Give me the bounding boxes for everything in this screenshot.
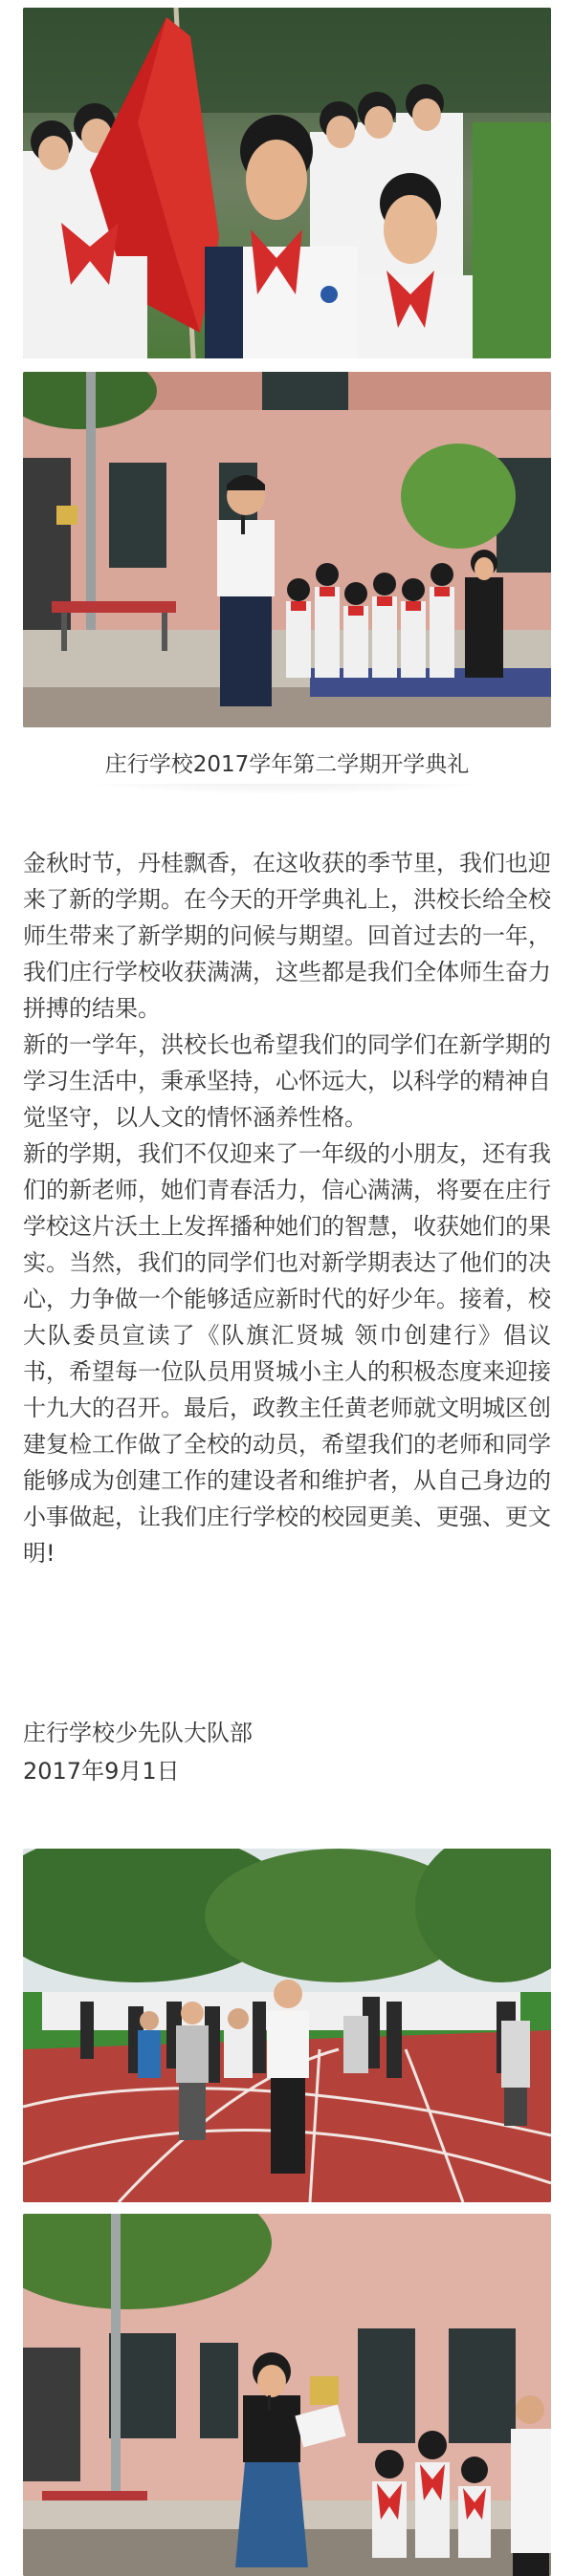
- article-paragraph: 新的一学年，洪校长也希望我们的同学们在新学期的学习生活中，秉承坚持，心怀远大，以科学的精神自觉坚守，以人文的情怀涵养性格。: [23, 1031, 551, 1131]
- caption-divider: [57, 784, 517, 826]
- signature-org: 庄行学校少先队大队部: [23, 1720, 253, 1746]
- photo-principal-speech: [23, 372, 551, 727]
- article-body: [23, 845, 551, 1571]
- signature-date: 2017年9月1日: [23, 1758, 180, 1785]
- photo-caption: 庄行学校2017学年第二学期开学典礼: [104, 752, 470, 777]
- photo-teacher-speech: [23, 2214, 551, 2576]
- article-signature: [23, 1714, 551, 1790]
- article-paragraph: 金秋时节，丹桂飘香，在这收获的季节里，我们也迎来了新的学期。在今天的开学典礼上，洪校长给全校师生带来了新学期的问候与期望。回首过去的一年，我们庄行学校收获满满，这些都是我们全体师生奋力拼搏的结果。: [23, 850, 551, 1022]
- article-paragraph: 新的学期，我们不仅迎来了一年级的小朋友，还有我们的新老师，她们青春活力，信心满满，将要在庄行学校这片沃土上发挥播种她们的智慧，收获她们的果实。当然，我们的同学们也对新学期表达了他们的决心，力争做一个能够适应新时代的好少年。接着，校大队委员宣读了《队旗汇贤城 领巾创建行》倡议书，希望每一位队员用贤城小主人的积极态度来迎接十九大的召开。最后，政教主任黄老师就文明城区创建复检工作做了全校的动员，希望我们的老师和同学能够成为创建工作的建设者和维护者，从自己身边的小事做起，让我们庄行学校的校园更美、更强、更文明!: [23, 1140, 551, 1567]
- photo-running-track: [23, 1849, 551, 2202]
- photo-students-flag: [23, 8, 551, 358]
